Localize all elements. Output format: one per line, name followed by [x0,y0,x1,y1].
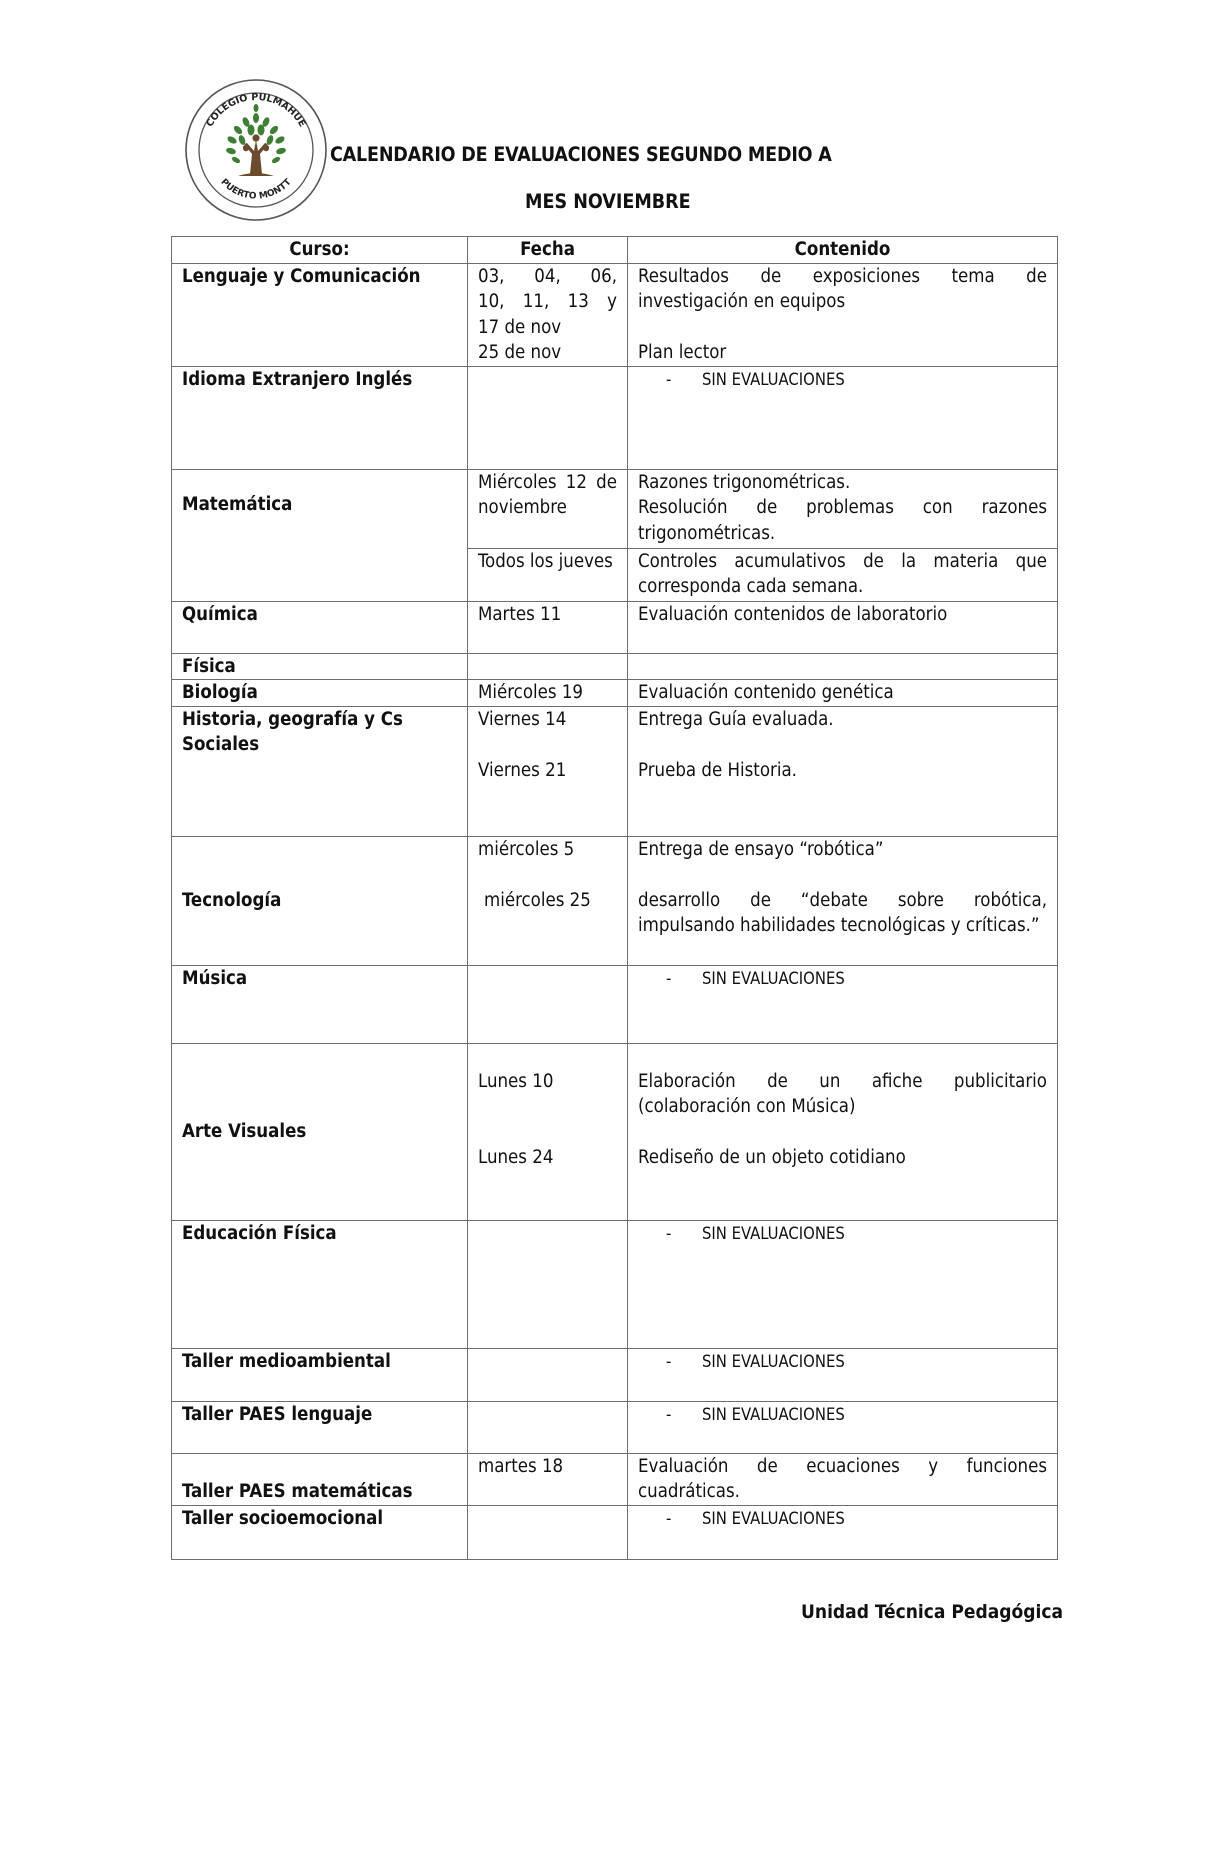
content-text: Entrega Guía evaluada. [638,708,834,730]
table-row [172,469,1058,548]
subject-cell: Historia, geografía y Cs Sociales [172,706,468,836]
subject-cell: Música [172,965,468,1043]
crest-top-text: COLEGIO PULMAHUE [204,91,308,129]
subject-cell: Biología [172,680,468,707]
content-text: desarrollo de “debate sobre robótica, impulsando habilidades tecnológicas y críticas.” [638,889,1047,936]
date-text: Lunes 10 [478,1070,554,1092]
content-cell [628,1401,1058,1453]
table-row [172,1348,1058,1401]
evaluation-calendar-table [171,236,1058,1560]
table-row [172,1043,1058,1220]
table-row [172,1401,1058,1453]
date-cell [468,366,628,469]
table-row [172,263,1058,366]
date-text: Viernes 21 [478,759,567,781]
date-text: miércoles 5 [478,838,575,860]
content-cell: Evaluación de ecuaciones y funciones cuadráticas. [628,1453,1058,1505]
content-cell: Controles acumulativos de la materia que corresponda cada semana. [628,548,1058,601]
date-cell [468,836,628,965]
date-text: 10, 11, 13 y [478,291,617,312]
content-cell [628,263,1058,366]
date-cell [468,653,628,680]
subject-text: Matemática [182,493,293,515]
content-cell [628,965,1058,1043]
column-header-contenido: Contenido [628,237,1058,264]
content-cell [628,366,1058,469]
content-cell: Evaluación contenido genética [628,680,1058,707]
date-text: Lunes 24 [478,1147,554,1168]
content-text: Resultados de exposiciones tema de investigación en equipos [638,265,1047,312]
date-cell [468,1348,628,1401]
table-row [172,706,1058,836]
column-header-fecha: Fecha [468,237,628,264]
subject-cell: Taller PAES lenguaje [172,1401,468,1453]
date-cell [468,263,628,366]
date-cell [468,1505,628,1559]
date-cell: martes 18 [468,1453,628,1505]
content-cell [628,1220,1058,1348]
table-row [172,965,1058,1043]
table-row [172,601,1058,653]
content-cell [628,469,1058,548]
content-text: Prueba de Historia. [638,759,797,781]
content-text: Entrega de ensayo “robótica” [638,838,884,860]
no-evaluations-text: SIN EVALUACIONES [702,1351,845,1371]
no-evaluations-text: SIN EVALUACIONES [702,968,845,988]
table-row [172,653,1058,680]
subject-cell: Química [172,601,468,653]
subject-cell: Lenguaje y Comunicación [172,263,468,366]
content-text: Rediseño de un objeto cotidiano [638,1147,906,1168]
school-crest-logo [184,78,328,222]
table-row [172,366,1058,469]
bullet-dash: - [666,1223,672,1243]
date-cell: Miércoles 12 de noviembre [468,469,628,548]
subject-cell: Educación Física [172,1220,468,1348]
bullet-dash: - [666,1508,672,1528]
subject-cell: Taller medioambiental [172,1348,468,1401]
content-cell [628,1505,1058,1559]
content-cell [628,1043,1058,1220]
date-cell: Miércoles 19 [468,680,628,707]
page-title: CALENDARIO DE EVALUACIONES SEGUNDO MEDIO A [330,143,832,166]
date-cell [468,1220,628,1348]
date-cell [468,965,628,1043]
subject-cell: Taller PAES matemáticas [172,1453,468,1505]
content-text: Resolución de problemas con razones trigonométricas. [638,497,1047,544]
tree-icon [225,104,286,176]
table-row [172,680,1058,707]
table-row [172,1505,1058,1559]
subject-cell [172,469,468,601]
table-header-row [172,237,1058,264]
bullet-dash: - [666,1404,672,1424]
date-text: 17 de nov [478,316,562,338]
table-row [172,1220,1058,1348]
date-cell [468,706,628,836]
no-evaluations-text: SIN EVALUACIONES [702,1404,845,1424]
crest-bottom-text: PUERTO MONTT [218,177,294,202]
no-evaluations-text: SIN EVALUACIONES [702,369,845,389]
table-row [172,836,1058,965]
no-evaluations-text: SIN EVALUACIONES [702,1223,845,1243]
date-cell [468,1043,628,1220]
content-cell [628,653,1058,680]
bullet-dash: - [666,1351,672,1371]
content-cell [628,836,1058,965]
date-text: miércoles 25 [484,889,591,911]
subject-cell: Física [172,653,468,680]
no-evaluations-text: SIN EVALUACIONES [702,1508,845,1528]
table-row [172,1453,1058,1505]
content-cell [628,706,1058,836]
signature-unidad-tecnica: Unidad Técnica Pedagógica [801,1601,1063,1623]
subject-cell: Arte Visuales [172,1043,468,1220]
date-cell [468,1401,628,1453]
date-text: 25 de nov [478,342,562,363]
content-text: Razones trigonométricas. [638,471,851,493]
content-cell [628,1348,1058,1401]
subject-cell: Idioma Extranjero Inglés [172,366,468,469]
date-cell: Martes 11 [468,601,628,653]
page-subtitle: MES NOVIEMBRE [525,190,691,213]
column-header-curso: Curso: [172,237,468,264]
subject-cell: Taller socioemocional [172,1505,468,1559]
date-cell: Todos los jueves [468,548,628,601]
bullet-dash: - [666,369,672,389]
subject-cell: Tecnología [172,836,468,965]
bullet-dash: - [666,968,672,988]
date-text: 03, 04, 06, [478,265,617,287]
content-text: Elaboración de un afiche publicitario (colaboración con Música) [638,1070,1047,1117]
date-text: Viernes 14 [478,708,567,730]
content-cell: Evaluación contenidos de laboratorio [628,601,1058,653]
content-text: Plan lector [638,342,727,363]
